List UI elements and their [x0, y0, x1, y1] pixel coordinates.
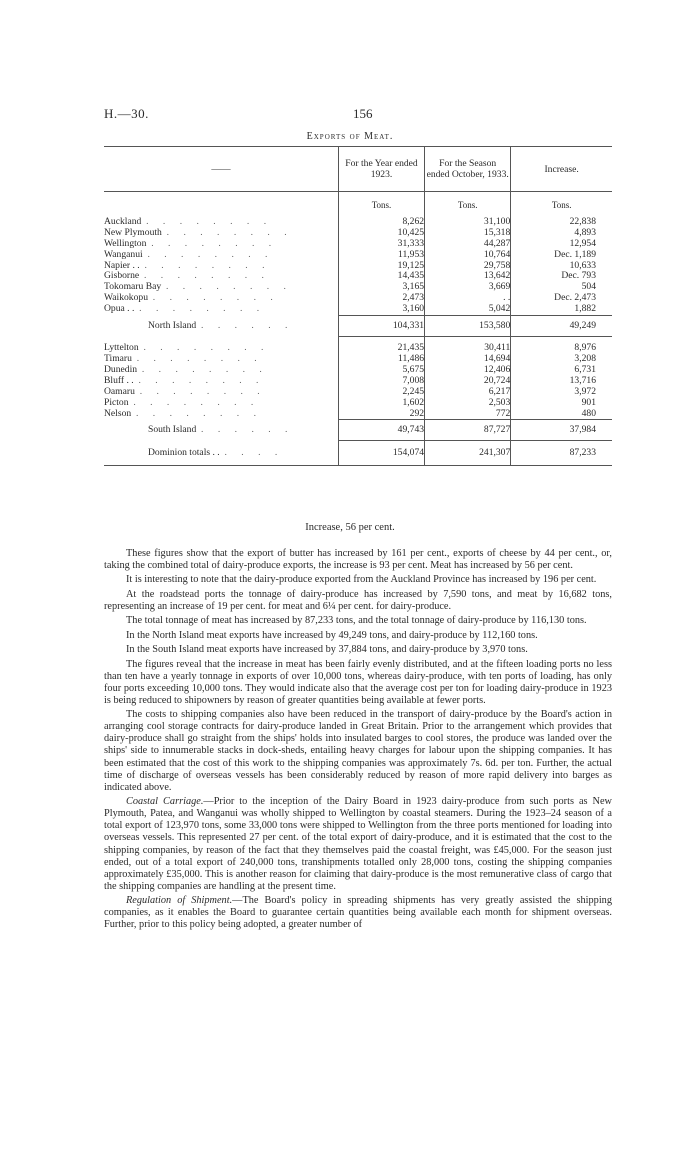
- table-header-row: [104, 147, 612, 192]
- increase-cell: 13,716: [511, 376, 612, 387]
- port-name: Oamaru: [104, 386, 135, 397]
- tons-1923-cell: 31,333: [338, 239, 424, 250]
- tons-1933-cell: . .: [425, 293, 511, 304]
- tons-1923-cell: 3,165: [338, 282, 424, 293]
- tons-1923-cell: 19,125: [338, 261, 424, 272]
- increase-cell: 37,984: [511, 420, 612, 441]
- units-blank: [104, 192, 338, 211]
- port-name: Nelson: [104, 408, 132, 419]
- tons-1933-cell: 15,318: [425, 228, 511, 239]
- leader-dots: . . . . . . . .: [135, 408, 262, 419]
- port-name: Picton: [104, 397, 129, 408]
- port-name-cell: [104, 337, 338, 354]
- port-name: Gisborne: [104, 271, 140, 282]
- units-row: [104, 192, 612, 211]
- increase-cell: 3,972: [511, 387, 612, 398]
- leader-dots: . . . . . . . .: [143, 341, 270, 353]
- tons-1933-cell: 14,694: [425, 354, 511, 365]
- tons-1933-cell: 44,287: [425, 239, 511, 250]
- paragraph: At the roadstead ports the tonnage of dairy-produce has increased by 7,590 tons, and meat by 16,682 tons, representing an increase of 19 per cent. for meat and 6¼ per cent. for dairy-produce.: [104, 588, 612, 612]
- leader-dots: . . . . . . . .: [144, 260, 271, 271]
- header-season-1933-line1: For the Season: [439, 158, 497, 169]
- port-name-cell: [104, 239, 338, 250]
- increase-cell: 4,893: [511, 228, 612, 239]
- tons-1933-cell: 30,411: [425, 337, 511, 354]
- port-name-cell: [104, 387, 338, 398]
- leader-dots: . . . . . . . .: [143, 271, 270, 282]
- increase-cell: 480: [511, 409, 612, 420]
- increase-cell: Dec. 793: [511, 271, 612, 282]
- table-row: [104, 398, 612, 409]
- port-name: Waikokopu: [104, 293, 148, 304]
- tons-1923-cell: 2,245: [338, 387, 424, 398]
- port-name: Lyttelton: [104, 341, 139, 353]
- leader-dots: . . . . . . . .: [165, 282, 292, 293]
- tons-1923-cell: 104,331: [338, 316, 424, 337]
- port-name-cell: [104, 376, 338, 387]
- increase-cell: Dec. 2,473: [511, 293, 612, 304]
- tons-1933-cell: 87,727: [425, 420, 511, 441]
- port-name-cell: [104, 304, 338, 315]
- port-name-cell: [104, 211, 338, 228]
- port-name-cell: [104, 398, 338, 409]
- tons-1923-cell: 3,160: [338, 304, 424, 315]
- increase-cell: 504: [511, 282, 612, 293]
- tons-1923-cell: 21,435: [338, 337, 424, 354]
- paragraph: These figures show that the export of butter has increased by 161 per cent., exports of cheese by 44 per cent., or, taking the combined total of dairy-produce exports, the increase is 93 per cent. Meat has increased by 56 per cent.: [104, 548, 612, 572]
- port-name-cell: [104, 420, 338, 441]
- south-island-total-row: [104, 420, 612, 441]
- table-row: [104, 293, 612, 304]
- tons-1923-cell: 154,074: [338, 441, 424, 466]
- paragraph: The total tonnage of meat has increased by 87,233 tons, and the total tonnage of dairy-produce by 116,130 tons.: [126, 615, 587, 627]
- increase-cell: 6,731: [511, 365, 612, 376]
- tons-1933-cell: 31,100: [425, 211, 511, 228]
- table-row: [104, 239, 612, 250]
- table-row: [104, 354, 612, 365]
- header-increase: Increase.: [511, 147, 612, 192]
- meat-exports-table: [104, 146, 612, 466]
- leader-dots: . . . . . . . .: [136, 353, 263, 364]
- port-name: Opua . .: [104, 304, 135, 315]
- subtotal-label: South Island: [148, 423, 197, 435]
- tons-1933-cell: 12,406: [425, 365, 511, 376]
- leader-dots: . . . . . . . .: [138, 375, 265, 386]
- tons-1933-cell: 5,042: [425, 304, 511, 315]
- increase-cell: 12,954: [511, 239, 612, 250]
- table-row: [104, 250, 612, 261]
- table-row: [104, 337, 612, 354]
- north-island-total-row: [104, 316, 612, 337]
- header-year-1923-line2: 1923.: [370, 169, 393, 180]
- header-year-1923: [338, 147, 424, 192]
- paragraph: In the South Island meat exports have increased by 37,884 tons, and dairy-produce by 3,970 tons.: [126, 644, 528, 656]
- header-season-1933: [425, 147, 511, 192]
- tons-1923-cell: 2,473: [338, 293, 424, 304]
- table-body: [104, 192, 612, 466]
- tons-1933-cell: 6,217: [425, 387, 511, 398]
- leader-dots: . . . . . .: [201, 319, 294, 331]
- leader-dots: . . . . . .: [201, 423, 294, 435]
- increase-cell: 22,838: [511, 211, 612, 228]
- tons-1933-cell: 241,307: [425, 441, 511, 466]
- increase-cell: 901: [511, 398, 612, 409]
- paragraph-heading: Coastal Carriage.: [126, 796, 204, 808]
- table-row: [104, 282, 612, 293]
- leader-dots: . . . . . . . .: [139, 304, 266, 315]
- table-row: [104, 409, 612, 420]
- table-row: [104, 387, 612, 398]
- port-name-cell: [104, 354, 338, 365]
- table-row: [104, 376, 612, 387]
- leader-dots: . . . .: [224, 446, 284, 458]
- port-name-cell: [104, 365, 338, 376]
- tons-1923-cell: 11,486: [338, 354, 424, 365]
- page-number: 156: [353, 106, 373, 121]
- units-col3: Tons.: [511, 192, 612, 211]
- port-name: Wanganui: [104, 249, 143, 260]
- port-name: Dunedin: [104, 364, 138, 375]
- meat-exports-table-wrap: [104, 146, 612, 466]
- leader-dots: . . . . . . . .: [151, 238, 278, 249]
- table-row: [104, 261, 612, 272]
- table-row: [104, 365, 612, 376]
- increase-cell: 49,249: [511, 316, 612, 337]
- leader-dots: . . . . . . . .: [141, 364, 268, 375]
- increase-cell: 8,976: [511, 337, 612, 354]
- port-name-cell: [104, 282, 338, 293]
- paragraph: The figures reveal that the increase in meat has been fairly evenly distributed, and at the fifteen loading ports no less than ten have a yearly tonnage in exports of over 10,000 tons, whereas dairy-produce, with ten ports of loading, has only four ports exceeding 10,000 tons. They would indicate also that the average cost per ton for loading dairy-produce in 1923 is being reduced to shipowners by reason of greater quantities being available at fewer ports.: [104, 658, 612, 706]
- leader-dots: . . . . . . . .: [152, 293, 279, 304]
- port-name: Tokomaru Bay: [104, 282, 162, 293]
- tons-1923-cell: 1,602: [338, 398, 424, 409]
- tons-1933-cell: 3,669: [425, 282, 511, 293]
- table-row: [104, 271, 612, 282]
- tons-1923-cell: 5,675: [338, 365, 424, 376]
- paragraph-heading: Regulation of Shipment.: [126, 895, 233, 907]
- tons-1933-cell: 13,642: [425, 271, 511, 282]
- units-col2: Tons.: [425, 192, 511, 211]
- units-col1: Tons.: [338, 192, 424, 211]
- port-name: Auckland: [104, 215, 142, 227]
- tons-1923-cell: 7,008: [338, 376, 424, 387]
- header-year-1923-line1: For the Year ended: [345, 158, 418, 169]
- paragraph: In the North Island meat exports have increased by 49,249 tons, and dairy-produce by 112,160 tons.: [126, 629, 538, 641]
- table-row: [104, 304, 612, 315]
- tons-1933-cell: 29,758: [425, 261, 511, 272]
- port-name: Napier . .: [104, 260, 140, 271]
- tons-1923-cell: 8,262: [338, 211, 424, 228]
- document-code: H.—30.: [104, 106, 149, 121]
- subtotal-label: North Island: [148, 319, 197, 331]
- paragraph-coastal-carriage: [104, 796, 612, 893]
- paragraph: It is interesting to note that the dairy-produce exported from the Auckland Province has increased by 196 per cent.: [126, 574, 597, 586]
- tons-1923-cell: 49,743: [338, 420, 424, 441]
- header-season-1933-line2: ended October, 1933.: [426, 169, 509, 180]
- port-name: New Plymouth: [104, 227, 162, 238]
- port-name: Bluff . .: [104, 375, 134, 386]
- tons-1933-cell: 153,580: [425, 316, 511, 337]
- tons-1923-cell: 10,425: [338, 228, 424, 239]
- leader-dots: . . . . . . . .: [147, 249, 274, 260]
- increase-cell: 3,208: [511, 354, 612, 365]
- port-name: Timaru: [104, 353, 132, 364]
- leader-dots: . . . . . . . .: [133, 397, 260, 408]
- paragraph: The costs to shipping companies also have been reduced in the transport of dairy-produce by the Board's action in arranging cool storage contracts for dairy-produce landed in Great Britain. Prior to the arrangement which provides that dairy-produce shall go straight from the ships' holds into insulated barges to cool stores, the produce was landed over the ships' side to innumerable stacks in dock-sheds, entailing heavy charges for labour upon the shipping companies. It has been estimated that the cost of this work to the shipping companies was approximately 7s. 6d. per ton. Further, the actual time of discharge of overseas vessels has been considerably reduced by reason of more rapid delivery into barges as indicated above.: [104, 709, 612, 793]
- port-name-cell: [104, 293, 338, 304]
- leader-dots: . . . . . . . .: [146, 215, 273, 227]
- port-name: Wellington: [104, 238, 147, 249]
- dominion-total-row: [104, 441, 612, 466]
- increase-note: Increase, 56 per cent.: [305, 522, 395, 533]
- tons-1933-cell: 20,724: [425, 376, 511, 387]
- header-blank: ——: [104, 147, 338, 192]
- port-name-cell: [104, 271, 338, 282]
- port-name-cell: [104, 250, 338, 261]
- port-name-cell: [104, 316, 338, 337]
- subtotal-label: Dominion totals . .: [148, 446, 220, 458]
- paragraph-text: —Prior to the inception of the Dairy Board in 1923 dairy-produce from such ports as New Plymouth, Patea, and Wanganui was wholly shipped to Wellington by coastal steamers. During the 1923–24 season of a total export of 123,970 tons, some 33,000 tons were shipped to Wellington from the three ports mentioned for loading into overseas vessels. This represented 27 per cent. of the total export of dairy-produce, and it is estimated that the cost to the shipping companies, by reason of the fact that they themselves paid the coastal freight, was £45,000. For the season just ended, out of a total export of 240,000 tons, transhipments totalled only 28,000 tons, costing the shipping companies approximately £35,000. This is another reason for claiming that dairy-produce is the most remunerative class of cargo that the shipping companies are handling at the present time.: [104, 796, 612, 892]
- increase-cell: 87,233: [511, 441, 612, 466]
- port-name-cell: [104, 228, 338, 239]
- tons-1933-cell: 2,503: [425, 398, 511, 409]
- port-name-cell: [104, 441, 338, 466]
- body-text: [104, 548, 612, 934]
- leader-dots: . . . . . . . .: [166, 227, 293, 238]
- tons-1923-cell: 292: [338, 409, 424, 420]
- tons-1923-cell: 14,435: [338, 271, 424, 282]
- paragraph-regulation-of-shipment: [104, 895, 612, 931]
- tons-1923-cell: 11,953: [338, 250, 424, 261]
- tons-1933-cell: 772: [425, 409, 511, 420]
- table-row: [104, 228, 612, 239]
- increase-cell: 10,633: [511, 261, 612, 272]
- port-name-cell: [104, 261, 338, 272]
- port-name-cell: [104, 409, 338, 420]
- leader-dots: . . . . . . . .: [139, 386, 266, 397]
- increase-cell: Dec. 1,189: [511, 250, 612, 261]
- table-title: Exports of Meat.: [306, 131, 394, 142]
- tons-1933-cell: 10,764: [425, 250, 511, 261]
- increase-cell: 1,882: [511, 304, 612, 315]
- table-row: [104, 211, 612, 228]
- paragraph-text: —The Board's policy in spreading shipments has very greatly assisted the shipping companies, as it enables the Board to guarantee certain quantities being available each month for shipment overseas. Further, prior to this policy being adopted, a greater number of: [104, 895, 612, 931]
